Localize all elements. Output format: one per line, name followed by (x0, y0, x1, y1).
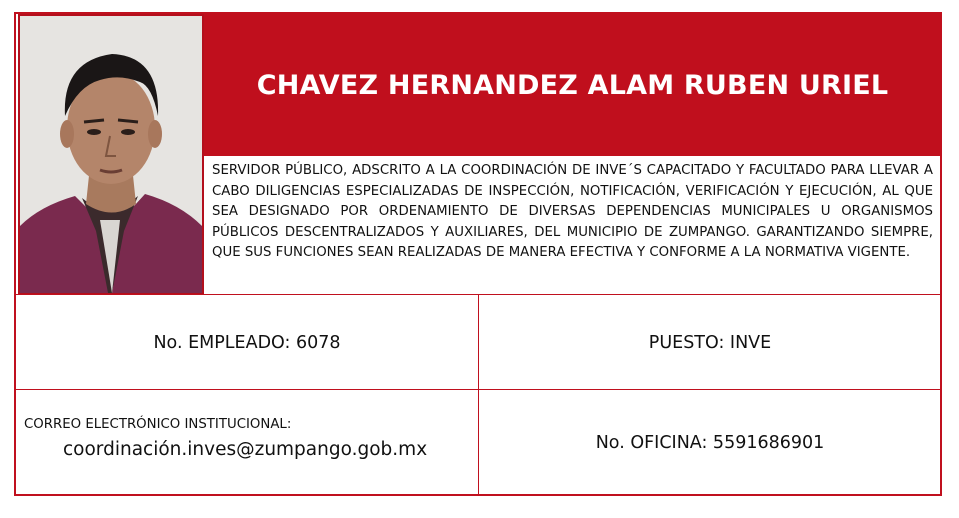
position: PUESTO: INVE (648, 332, 772, 353)
email-value[interactable]: coordinación.inves@zumpango.gob.mx (63, 439, 428, 460)
name-header (204, 14, 941, 156)
divider (478, 294, 479, 496)
person-portrait-icon (20, 16, 202, 293)
employee-number-cell (16, 296, 478, 389)
email-label: CORREO ELECTRÓNICO INSTITUCIONAL: (24, 417, 292, 432)
employee-name: CHAVEZ HERNANDEZ ALAM RUBEN URIEL (256, 69, 889, 101)
office-number-cell (480, 391, 940, 495)
employee-number: No. EMPLEADO: 6078 (153, 332, 341, 353)
employee-photo (18, 14, 204, 295)
office-number: No. OFICINA: 5591686901 (595, 433, 825, 453)
position-cell (480, 296, 940, 389)
role-description: SERVIDOR PÚBLICO, ADSCRITO A LA COORDINACIÓN DE INVE´S CAPACITADO Y FACULTADO PARA LLEVAR A CABO DILIGENCIAS ESPECIALIZADAS DE INSPECCIÓN, NOTIFICACIÓN, VERIFICACIÓN Y EJECUCIÓN, AL QUE SEA DESIGNADO POR ORDENAMIENTO DE DIVERSAS DEPENDENCIAS MUNICIPALES U ORGANISMOS PÚBLICOS DESCENTRALIZADOS Y AUXILIARES, DEL MUNICIPIO DE ZUMPANGO. GARANTIZANDO SIEMPRE, QUE SUS FUNCIONES SEAN REALIZADAS DE MANERA EFECTIVA Y CONFORME A LA NORMATIVA VIGENTE. (212, 163, 933, 260)
